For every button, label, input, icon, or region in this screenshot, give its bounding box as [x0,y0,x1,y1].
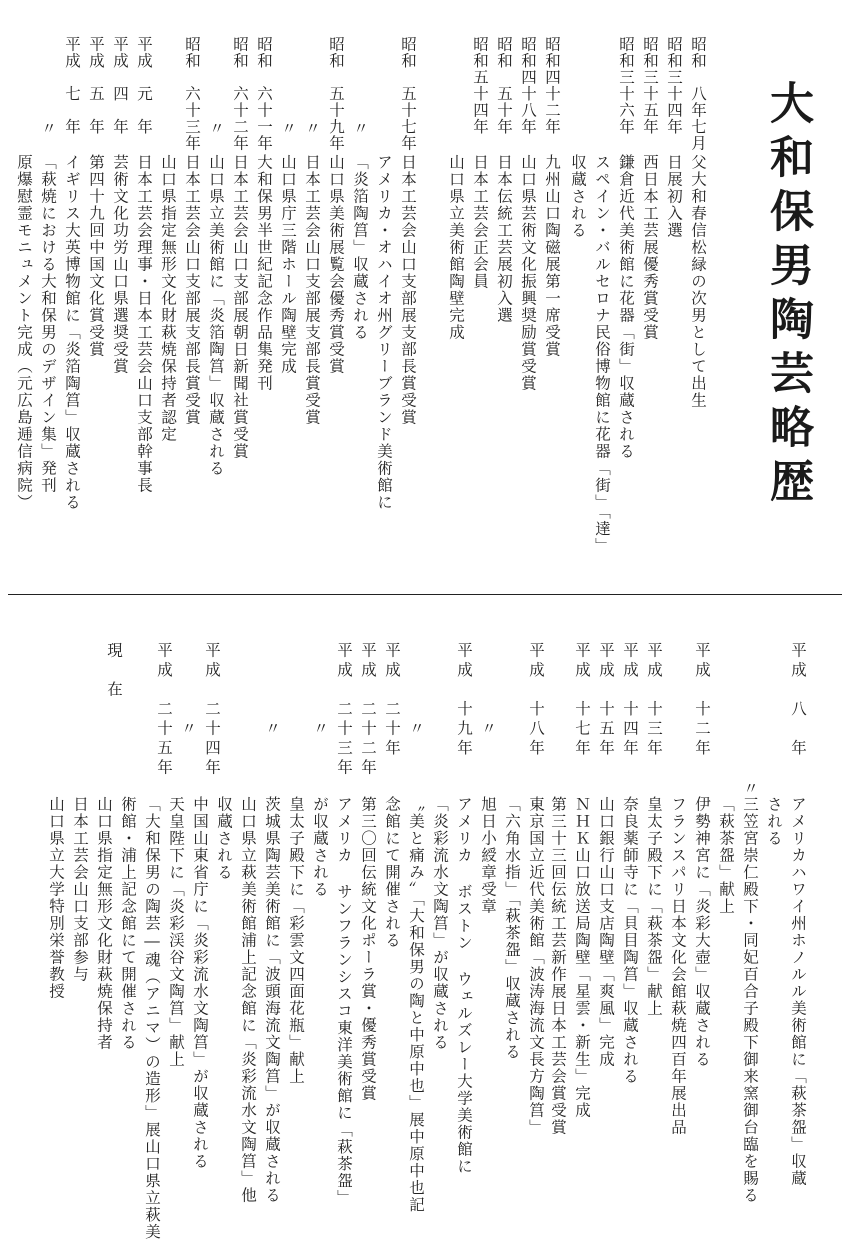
bottom-event: 天皇陛下に「炎彩渓谷文陶筥」献上 [167,796,185,1068]
top-event: 山口県指定無形文化財萩焼保持者認定 [159,154,177,443]
bottom-event: 皇太子殿下に「萩茶盌」献上 [645,796,663,1017]
bottom-date-16: 〃 [263,720,281,740]
top-event: 収蔵される [569,154,587,239]
top-event: 日本伝統工芸展初入選 [495,154,513,324]
bottom-event: アメリカハワイ州ホノルル美術館に「萩茶盌」収蔵 [789,796,807,1187]
top-date-1: 昭和 八年七月 [689,36,707,152]
bottom-event: 「六角水指」「萩茶盌」収蔵される [503,796,521,1061]
top-event: 山口県立美術館陶壁完成 [447,154,465,341]
top-date-15: 昭和 六十二年 [231,36,249,152]
bottom-event: 山口県指定無形文化財萩焼保持者 [95,796,113,1051]
top-date-5: 昭和四十二年 [543,36,561,135]
bottom-date-14: 平成 二十三年 [335,642,353,779]
bottom-event: 伊勢神宮に「炎彩大壺」収蔵される [693,796,711,1068]
bottom-event: 奈良薬師寺に「貝目陶筥」収蔵される [621,796,639,1085]
top-date-2: 昭和三十四年 [665,36,683,135]
top-date-10: 〃 [351,120,369,137]
top-event: 日本工芸会理事・日本工芸会山口支部幹事長 [135,154,153,494]
bottom-event: 茨城県陶芸美術館に「波頭海流文陶筥」が収蔵される [263,796,281,1204]
top-event: 日本工芸会山口支部展支部長賞受賞 [303,154,321,426]
top-date-13: 〃 [279,120,297,137]
bottom-event: 東京国立近代美術館「波涛海流文長方陶筥」 [527,796,545,1136]
top-date-20: 平成 五 年 [87,36,105,135]
bottom-event: 山口県立大学特別栄誉教授 [47,796,65,1000]
top-date-11: 昭和 五十九年 [327,36,345,152]
top-event: 日本工芸会正会員 [471,154,489,290]
bottom-date-1: 平成 八 年 [789,642,807,759]
bottom-event: 旭日小綬章受章 [479,796,497,915]
top-date-17: 昭和 六十三年 [183,36,201,152]
top-event: 第四十九回中国文化賞受賞 [87,154,105,358]
bottom-section [40,642,810,1241]
top-date-19: 平成 四 年 [111,36,129,135]
top-date-21: 平成 七 年 [63,36,81,135]
bottom-event: 〝美と痛み〟「大和保男の陶と中原中也」展中原中也記 [407,796,425,1214]
top-date-12: 〃 [303,120,321,137]
bottom-event: 念館にて開催される [383,796,401,949]
bottom-event: 「萩茶盌」献上 [717,796,735,915]
section-divider [8,594,842,595]
bottom-event: 「炎彩流水文陶筥」が収蔵される [431,796,449,1051]
bottom-event: される [765,796,783,847]
bottom-event: アメリカ ボストン ウェルズレー大学美術館に [455,796,473,1175]
bottom-event: が収蔵される [311,796,329,898]
top-date-14: 昭和 六十一年 [255,36,273,152]
top-event: アメリカ・オハイオ州グリーブランド美術館に [375,154,393,511]
bottom-date-8: 平成 十八年 [527,642,545,759]
top-event: 山口県立美術館に「炎箔陶筥」収蔵される [207,154,225,477]
bottom-event: 中国山東省庁に「炎彩流水文陶筥」が収蔵される [191,796,209,1170]
bottom-date-9: 〃 [479,720,497,740]
top-date-22: 〃 [39,120,57,137]
top-date-4: 昭和三十六年 [617,36,635,135]
top-date-16: 〃 [207,120,225,137]
bottom-event: フランスパリ日本文化会館萩焼四百年展出品 [669,796,687,1136]
top-event: 九州山口陶磁展第一席受賞 [543,154,561,358]
bottom-event: 収蔵される [215,796,233,881]
top-date-9: 昭和 五十七年 [399,36,417,152]
top-event: 鎌倉近代美術館に花器「街」収蔵される [617,154,635,460]
top-date-6: 昭和四十八年 [519,36,537,135]
top-event: 日展初入選 [665,154,683,239]
bottom-event: 術館・浦上記念館にて開催される [119,796,137,1051]
bottom-date-6: 平成 十五年 [597,642,615,759]
top-event: 大和保男半世紀記念作品集発刊 [255,154,273,392]
top-section [15,36,730,556]
bottom-date-4: 平成 十三年 [645,642,663,759]
top-date-3: 昭和三十五年 [641,36,659,135]
bottom-date-3: 平成 十二年 [693,642,711,759]
bottom-event: 第三十三回伝統工芸新作展日本工芸会賞受賞 [549,796,567,1136]
top-date-7: 昭和 五十年 [495,36,513,135]
bottom-date-5: 平成 十四年 [621,642,639,759]
bottom-event: アメリカ サンフランシスコ東洋美術館に「萩茶盌」 [335,796,353,1207]
top-event: 芸術文化功労山口県選奨受賞 [111,154,129,375]
bottom-date-18: 〃 [179,720,197,740]
top-event: 「炎箔陶筥」収蔵される [351,154,369,341]
top-event: 父大和春信松緑の次男として出生 [689,154,707,409]
bottom-date-12: 平成 二十年 [383,642,401,759]
top-event: 西日本工芸展優秀賞受賞 [641,154,659,341]
bottom-event: 山口県立萩美術館浦上記念館に「炎彩流水文陶筥」他 [239,796,257,1204]
bottom-event: 皇太子殿下に「彩雲文四面花瓶」献上 [287,796,305,1085]
bottom-date-11: 〃 [407,720,425,740]
bottom-event: 「大和保男の陶芸―魂（アニマ）の造形」展山口県立萩美 [143,796,161,1241]
bottom-date-10: 平成 十九年 [455,642,473,759]
bottom-event: 第三〇回伝統文化ポーラ賞・優秀賞受賞 [359,796,377,1102]
top-event: スペイン・バルセロナ民俗博物館に花器「街」「達」 [593,154,611,555]
top-event: 山口県芸術文化振興奨励賞受賞 [519,154,537,392]
bottom-date-17: 平成 二十四年 [203,642,221,779]
top-event: 山口県庁三階ホール陶壁完成 [279,154,297,375]
bottom-event: ＮＨＫ山口放送局陶壁「星雲・新生」完成 [573,796,591,1119]
top-event: 日本工芸会山口支部展支部長賞受賞 [399,154,417,426]
top-event: 日本工芸会山口支部展支部長賞受賞 [183,154,201,426]
top-event: イギリス大英博物館に「炎箔陶筥」収蔵される [63,154,81,511]
bottom-event: 山口銀行山口支店陶壁「爽風」完成 [597,796,615,1068]
bottom-date-2: 〃 [741,780,759,800]
top-event: 「萩焼における大和保男のデザイン集」発刊 [39,154,57,494]
bottom-date-20: 現 在 [105,642,123,701]
top-event: 山口県美術展覧会優秀賞受賞 [327,154,345,375]
bottom-date-19: 平成 二十五年 [155,642,173,779]
top-event: 原爆慰霊モニュメント完成（元広島逓信病院） [15,154,33,511]
top-date-8: 昭和五十四年 [471,36,489,135]
top-date-18: 平成 元 年 [135,36,153,135]
bottom-date-15: 〃 [311,720,329,740]
bottom-event: 日本工芸会山口支部参与 [71,796,89,983]
bottom-date-13: 平成 二十二年 [359,642,377,779]
bottom-event: 三笠宮崇仁殿下・同妃百合子殿下御来窯御台臨を賜る [741,796,759,1204]
bottom-date-7: 平成 十七年 [573,642,591,759]
top-event: 日本工芸会山口支部展朝日新聞社賞受賞 [231,154,249,460]
page-title: 大和保男陶芸略歴 [762,80,813,512]
